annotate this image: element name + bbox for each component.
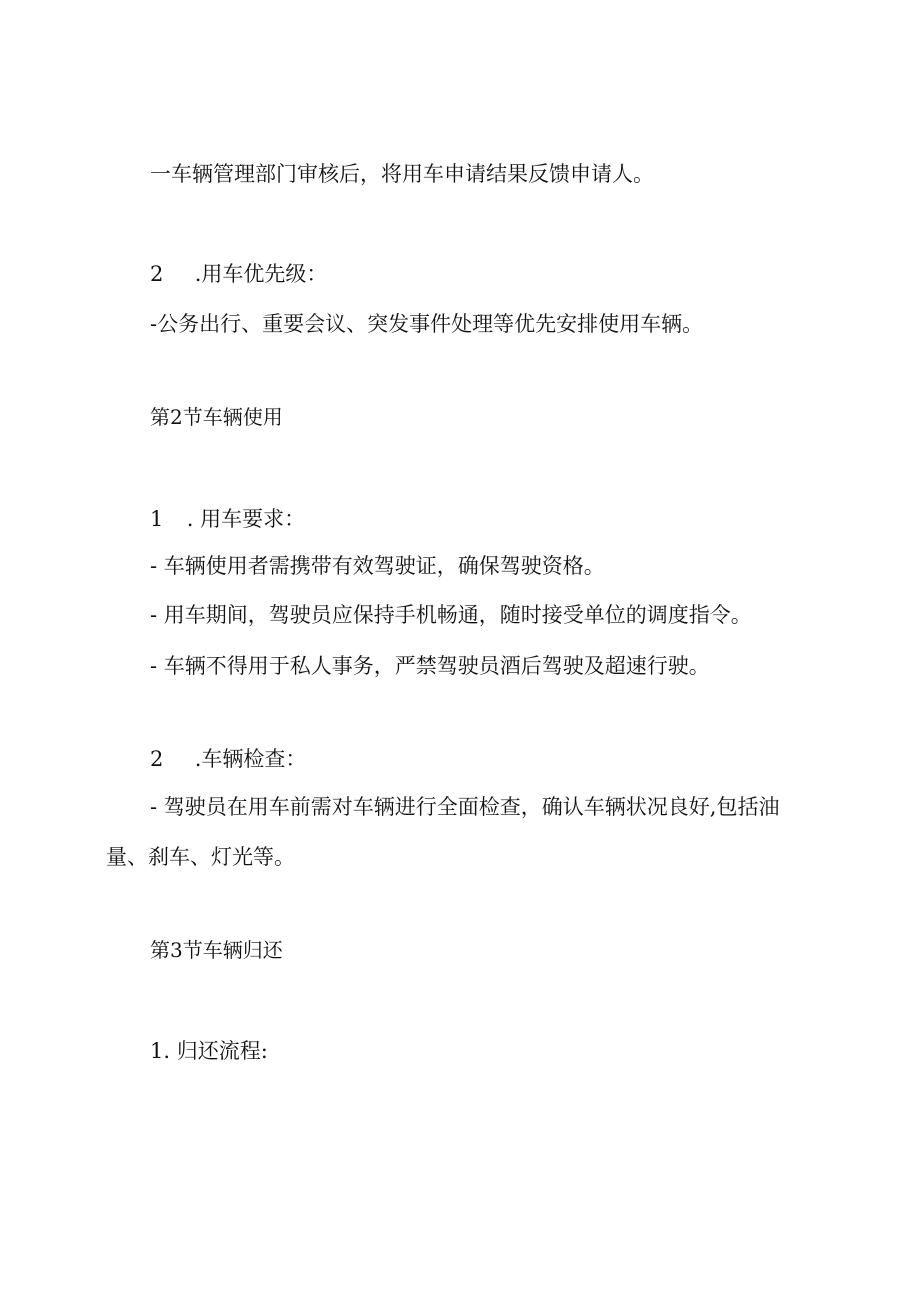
vehicle-inspection-label: .车辆检查： [194, 747, 307, 771]
usage-requirements-heading [150, 505, 305, 533]
priority-detail-line: -公务出行、重要会议、突发事件处理等优先安排使用车辆。 [150, 312, 704, 336]
usage-requirements-label: . 用车要求： [186, 507, 306, 531]
section-3-title: 第3节车辆归还 [150, 938, 283, 962]
inspection-detail-line-1: - 驾驶员在用车前需对车辆进行全面检查，确认车辆状况良好,包括油 [150, 795, 780, 819]
usage-priority-number: 2 [150, 262, 164, 286]
usage-priority-heading [150, 260, 327, 288]
inspection-detail-line-2: 量、刹车、灯光等。 [106, 845, 295, 869]
vehicle-inspection-heading [150, 745, 306, 773]
usage-priority-label: .用车优先级： [194, 262, 328, 286]
requirement-item-license: - 车辆使用者需携带有效驾驶证，确保驾驶资格。 [150, 554, 605, 578]
requirement-item-phone: - 用车期间，驾驶员应保持手机畅通，随时接受单位的调度指令。 [150, 603, 752, 627]
section-2-title: 第2节车辆使用 [150, 405, 283, 429]
requirement-item-private-use: - 车辆不得用于私人事务，严禁驾驶员酒后驾驶及超速行驶。 [150, 654, 710, 678]
vehicle-inspection-number: 2 [150, 747, 164, 771]
return-process-heading: 1. 归还流程: [150, 1039, 268, 1063]
approval-feedback-line: 一车辆管理部门审核后，将用车申请结果反馈申请人。 [150, 162, 654, 186]
usage-requirements-number: 1 [150, 507, 164, 531]
